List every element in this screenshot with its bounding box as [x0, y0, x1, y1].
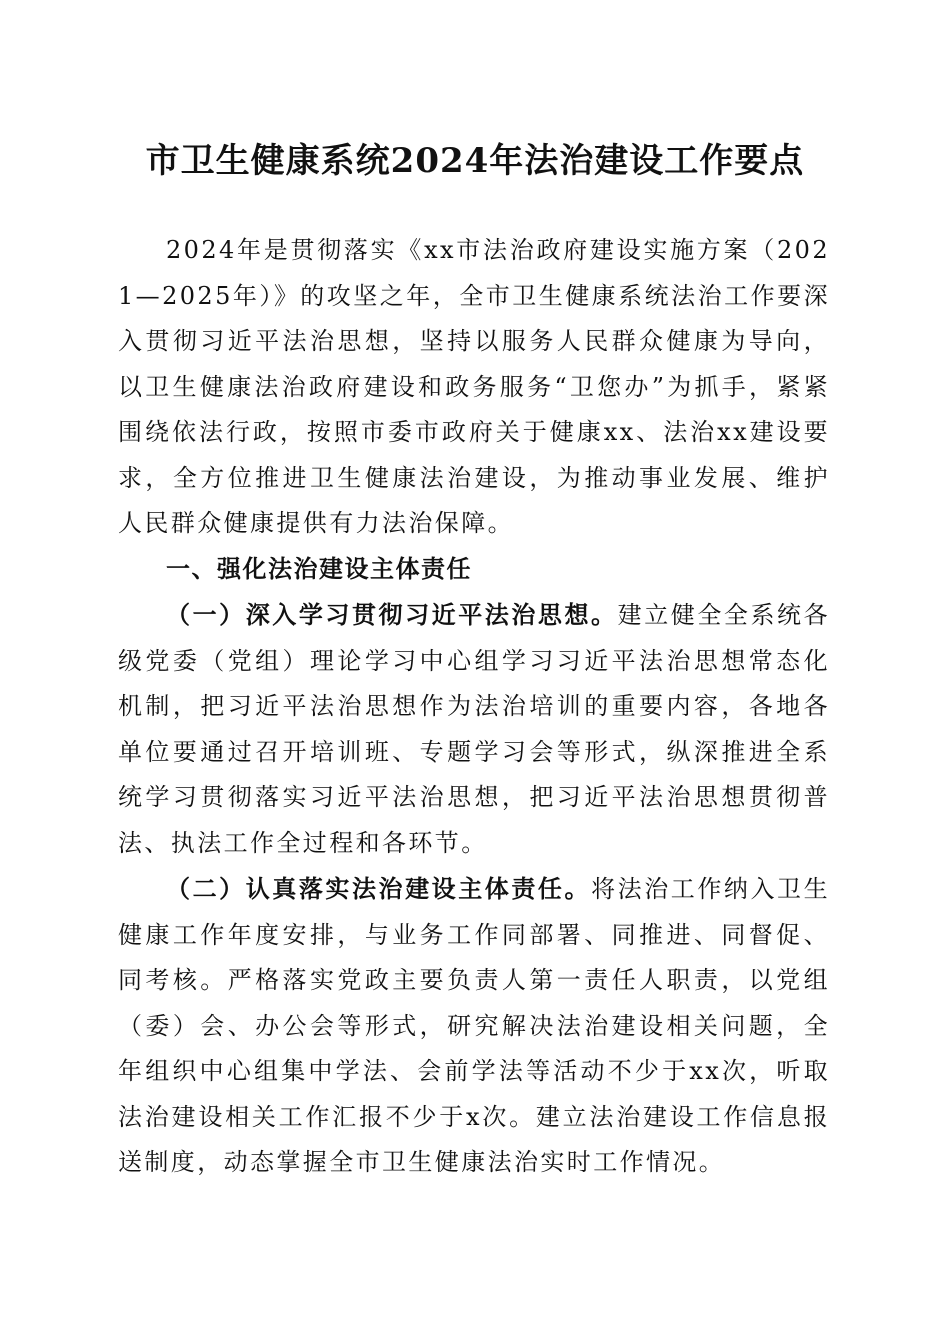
intro-paragraph: 2024年是贯彻落实《xx市法治政府建设实施方案（2021—2025年）》的攻坚之年，全市卫生健康系统法治工作要深入贯彻习近平法治思想，坚持以服务人民群众健康为导向，以卫生健康法治政府建设和政务服务“卫您办”为抓手，紧紧围绕依法行政，按照市委市政府关于健康xx、法治xx建设要求，全方位推进卫生健康法治建设，为推动事业发展、维护人民群众健康提供有力法治保障。	[118, 236, 830, 537]
subsection-text-1: 建立健全全系统各级党委（党组）理论学习中心组学习习近平法治思想常态化机制，把习近平法治思想作为法治培训的重要内容，各地各单位要通过召开培训班、专题学习会等形式，纵深推进全系统学习贯彻落实习近平法治思想，把习近平法治思想贯彻普法、执法工作全过程和各环节。	[118, 601, 830, 857]
subsection-paragraph-2	[118, 866, 830, 1186]
subsection-title-2: （二）认真落实法治建设主体责任。	[166, 874, 592, 903]
document-title: 市卫生健康系统2024年法治建设工作要点	[145, 141, 805, 181]
subsection-paragraph-1	[118, 592, 830, 866]
document-body	[118, 228, 830, 1186]
subsection-title-1: （一）深入学习贯彻习近平法治思想。	[166, 600, 618, 629]
section-heading: 一、强化法治建设主体责任	[166, 554, 472, 583]
subsection-text-2: 将法治工作纳入卫生健康工作年度安排，与业务工作同部署、同推进、同督促、同考核。严格落实党政主要负责人第一责任人职责，以党组（委）会、办公会等形式，研究解决法治建设相关问题，全年组织中心组集中学法、会前学法等活动不少于xx次，听取法治建设相关工作汇报不少于x次。建立法治建设工作信息报送制度，动态掌握全市卫生健康法治实时工作情况。	[118, 875, 830, 1176]
